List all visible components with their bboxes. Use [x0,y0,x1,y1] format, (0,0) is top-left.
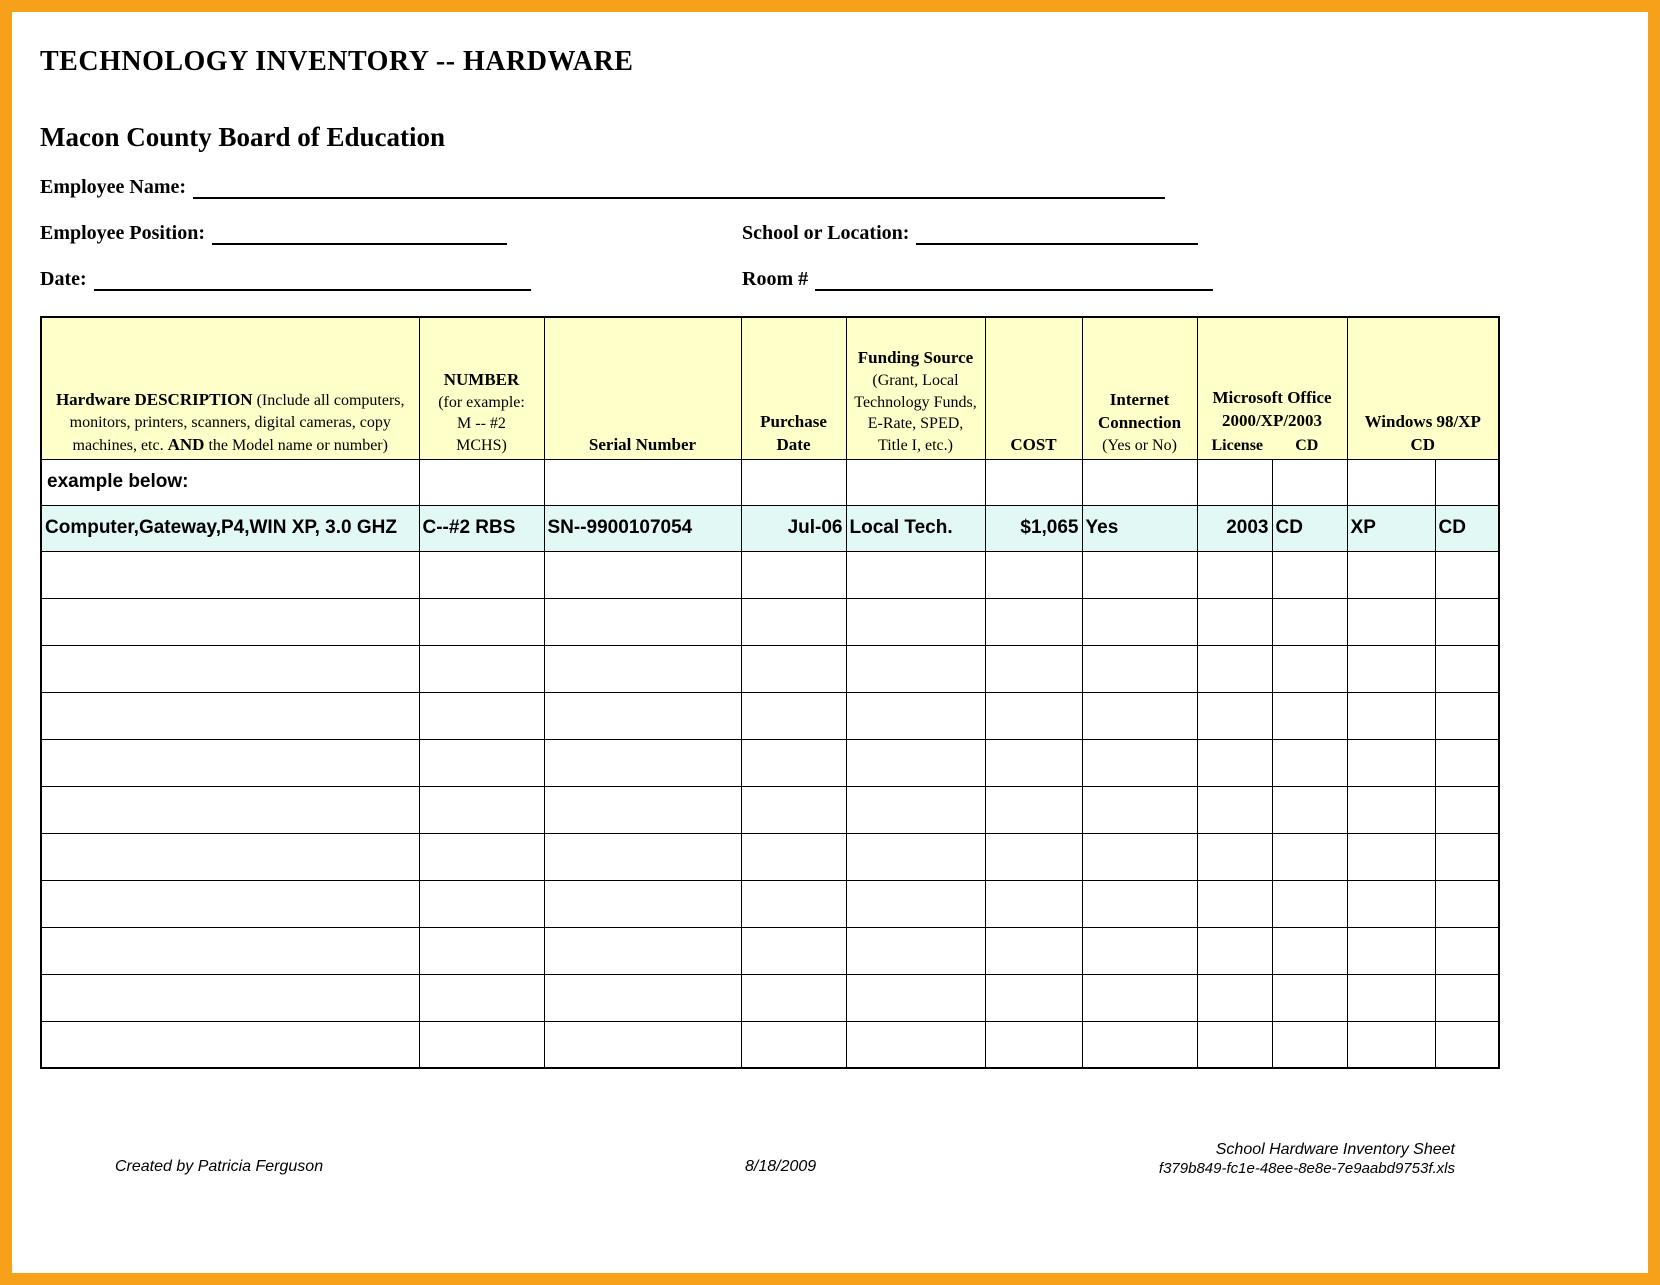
school-location-line [916,221,1198,245]
empty-cell [1272,739,1347,786]
empty-cell [1197,459,1272,505]
empty-cell [846,692,985,739]
empty-cell [985,551,1082,598]
example-windows-cd: CD [1435,505,1499,551]
footer-date: 8/18/2009 [745,1158,817,1175]
empty-cell [985,1021,1082,1068]
empty-cell [1347,459,1435,505]
empty-cell [1197,598,1272,645]
employee-position-line [212,221,507,245]
empty-cell [1435,645,1499,692]
empty-cell [985,598,1082,645]
example-office-cd: CD [1272,505,1347,551]
school-location-label: School or Location: [742,222,910,244]
empty-cell [1435,833,1499,880]
example-data-row [41,505,1499,551]
empty-cell [41,1021,419,1068]
empty-cell [1347,880,1435,927]
footer-file-name: f379b849-fc1e-48ee-8e8e-7e9aabd9753f.xls [1158,1160,1455,1177]
example-internet: Yes [1082,505,1197,551]
empty-cell [1272,974,1347,1021]
empty-cell [1347,833,1435,880]
empty-cell [985,459,1082,505]
empty-cell [1435,927,1499,974]
empty-cell [544,927,741,974]
empty-cell [1272,786,1347,833]
header-number-bold: NUMBER [443,369,520,389]
empty-cell [41,833,419,880]
empty-cell [1347,598,1435,645]
empty-cell [1082,739,1197,786]
empty-cell [741,598,846,645]
empty-cell [741,974,846,1021]
empty-cell [41,692,419,739]
empty-cell [985,880,1082,927]
document-body [12,12,1648,1069]
empty-cell [419,927,544,974]
empty-cell [1272,551,1347,598]
empty-cell [41,645,419,692]
header-desc-normal1: (Include all computers, monitors, printers, scanners, digital cameras, copy machines, etc. [69,392,405,454]
empty-cell [846,551,985,598]
empty-cell [1082,692,1197,739]
empty-cell [1272,1021,1347,1068]
header-internet-connection: Internet Connection (Yes or No) [1082,317,1197,459]
empty-cell [544,459,741,505]
empty-cell [41,598,419,645]
inventory-table [40,316,1500,1069]
empty-cell [1197,692,1272,739]
empty-cell [846,974,985,1021]
empty-cell [1435,786,1499,833]
footer-created-by: Created by Patricia Ferguson [115,1158,324,1175]
example-cost: $1,065 [985,505,1082,551]
empty-cell [544,692,741,739]
empty-cell [419,692,544,739]
empty-cell [1347,927,1435,974]
header-windows: Windows 98/XP CD [1347,317,1499,459]
example-purchase-date: Jul-06 [741,505,846,551]
empty-cell [985,739,1082,786]
empty-cell [1435,739,1499,786]
empty-cell [741,645,846,692]
empty-cell [741,739,846,786]
empty-cell [741,927,846,974]
empty-cell [1082,1021,1197,1068]
empty-cell [846,645,985,692]
empty-cell [1435,598,1499,645]
empty-cell [419,880,544,927]
empty-cell [41,551,419,598]
header-purchase-date: Purchase Date [741,317,846,459]
empty-cell [1435,551,1499,598]
empty-cell [419,974,544,1021]
empty-cell [741,459,846,505]
header-number-line4: MCHS) [456,436,507,454]
date-room-row [40,264,1648,291]
header-hardware-description [41,317,419,459]
empty-cell [419,598,544,645]
empty-cell [985,927,1082,974]
position-school-row [40,218,1648,245]
empty-cell [41,880,419,927]
empty-cell [1435,880,1499,927]
empty-cell [1197,551,1272,598]
empty-cell [846,880,985,927]
table-row [41,927,1499,974]
header-funding-source: Funding Source (Grant, Local Technology Funds, E-Rate, SPED, Title I, etc.) [846,317,985,459]
empty-cell [419,786,544,833]
employee-position-group [40,221,742,245]
table-header-row [41,317,1499,459]
table-row [41,786,1499,833]
empty-cell [1435,974,1499,1021]
empty-cell [1347,692,1435,739]
empty-cell [1272,459,1347,505]
empty-cell [1082,880,1197,927]
header-desc-normal2: the Model name or number) [204,436,388,454]
example-windows-xp: XP [1347,505,1435,551]
header-number [419,317,544,459]
empty-cell [985,786,1082,833]
empty-cell [544,786,741,833]
empty-rows [41,551,1499,1068]
empty-cell [846,927,985,974]
empty-cell [544,833,741,880]
header-office-sublabels [1203,435,1342,457]
empty-cell [846,459,985,505]
empty-cell [544,598,741,645]
empty-cell [1197,927,1272,974]
empty-cell [41,927,419,974]
empty-cell [1272,598,1347,645]
empty-cell [1197,739,1272,786]
empty-cell [41,786,419,833]
header-desc-bold: Hardware DESCRIPTION [55,390,253,410]
empty-cell [846,786,985,833]
header-microsoft-office: Microsoft Office 2000/XP/2003 License CD [1197,317,1347,459]
employee-name-line [193,175,1165,199]
empty-cell [544,551,741,598]
employee-name-label: Employee Name: [40,176,187,198]
empty-cell [1197,880,1272,927]
form-fields [40,172,1648,291]
empty-cell [741,833,846,880]
empty-cell [741,692,846,739]
empty-cell [544,1021,741,1068]
page-title: TECHNOLOGY INVENTORY -- HARDWARE [40,46,634,77]
school-location-group [742,221,1198,245]
example-number: C--#2 RBS [419,505,544,551]
empty-cell [741,551,846,598]
empty-cell [985,974,1082,1021]
empty-cell [1272,880,1347,927]
table-row [41,739,1499,786]
empty-cell [544,645,741,692]
table-row [41,1021,1499,1068]
example-serial: SN--9900107054 [544,505,741,551]
example-label-cell: example below: [41,459,419,505]
empty-cell [1197,786,1272,833]
example-funding: Local Tech. [846,505,985,551]
empty-cell [1435,692,1499,739]
empty-cell [41,974,419,1021]
example-label-row [41,459,1499,505]
empty-cell [846,833,985,880]
employee-position-label: Employee Position: [40,222,205,244]
empty-cell [1347,645,1435,692]
empty-cell [419,833,544,880]
empty-cell [1347,1021,1435,1068]
table-row [41,551,1499,598]
empty-cell [1272,833,1347,880]
empty-cell [419,551,544,598]
empty-cell [544,739,741,786]
empty-cell [985,833,1082,880]
empty-cell [1197,974,1272,1021]
date-line [94,267,531,291]
empty-cell [419,1021,544,1068]
organization-name: Macon County Board of Education [40,122,446,152]
empty-cell [1435,1021,1499,1068]
empty-cell [1082,645,1197,692]
room-line [815,267,1213,291]
empty-cell [1082,598,1197,645]
empty-cell [741,880,846,927]
empty-cell [1082,927,1197,974]
table-row [41,645,1499,692]
empty-cell [1082,551,1197,598]
empty-cell [419,739,544,786]
employee-name-row [40,172,1648,199]
empty-cell [1347,974,1435,1021]
empty-cell [419,645,544,692]
room-label: Room # [742,268,809,290]
empty-cell [1272,692,1347,739]
empty-cell [985,692,1082,739]
header-number-line3: M -- #2 [457,415,506,433]
empty-cell [1347,551,1435,598]
empty-cell [846,739,985,786]
table-row [41,974,1499,1021]
empty-cell [1197,1021,1272,1068]
empty-cell [41,739,419,786]
header-office-license: License [1211,436,1264,454]
empty-cell [1197,833,1272,880]
header-windows-cd: CD [1410,434,1436,454]
empty-cell [985,645,1082,692]
date-label: Date: [40,268,87,290]
empty-cell [741,786,846,833]
table-row [41,880,1499,927]
empty-cell [419,459,544,505]
empty-cell [846,1021,985,1068]
table-row [41,833,1499,880]
empty-cell [1197,645,1272,692]
table-row [41,692,1499,739]
empty-cell [1347,786,1435,833]
header-number-line2: (for example: [438,393,525,411]
footer-sheet-name: School Hardware Inventory Sheet [1215,1141,1455,1158]
empty-cell [1272,927,1347,974]
empty-cell [741,1021,846,1068]
empty-cell [1082,833,1197,880]
room-group [742,267,1213,291]
empty-cell [1082,974,1197,1021]
date-group [40,267,742,291]
table-row [41,598,1499,645]
empty-cell [846,598,985,645]
header-office-cd: CD [1295,436,1319,454]
empty-cell [1082,459,1197,505]
header-serial-number: Serial Number [544,317,741,459]
empty-cell [544,974,741,1021]
empty-cell [544,880,741,927]
empty-cell [1435,459,1499,505]
header-cost: COST [985,317,1082,459]
example-office-license: 2003 [1197,505,1272,551]
empty-cell [1272,645,1347,692]
example-description: Computer,Gateway,P4,WIN XP, 3.0 GHZ [41,505,419,551]
empty-cell [1082,786,1197,833]
footer-sheet-info [1159,1140,1455,1179]
empty-cell [1347,739,1435,786]
header-desc-and: AND [167,434,205,454]
